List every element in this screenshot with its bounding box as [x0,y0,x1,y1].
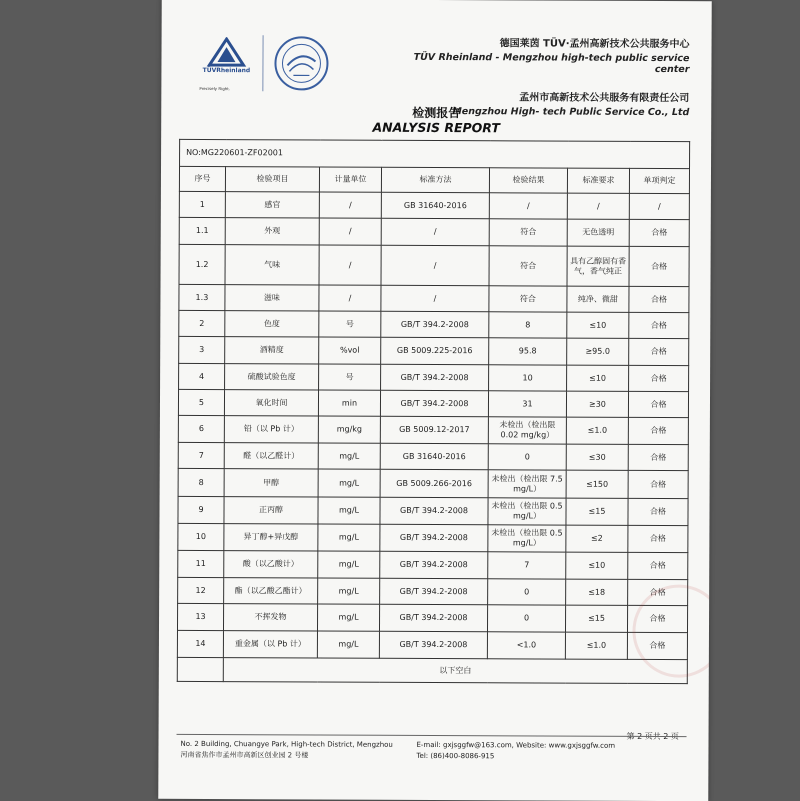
table-row [178,389,688,417]
table-row [179,244,689,286]
cell-unit: / [319,218,381,245]
tuv-slogan: Precisely Right. [199,85,231,92]
cell-item: 甲醇 [224,469,318,497]
cell-result: 符合 [489,246,567,286]
cell-empty [177,657,223,681]
cell-no: 12 [178,577,224,603]
cell-verdict: 合格 [629,365,689,391]
issuer-line-en-1: TÜV Rheinland - Mengzhou high-tech public service center [413,51,690,76]
table-row [178,442,688,470]
cell-no: 1.1 [179,217,225,244]
cell-item: 重金属（以 Pb 计） [223,631,317,658]
cell-item: 醛（以乙醛计） [224,443,318,469]
cell-unit: / [319,192,381,218]
cell-unit: mg/L [318,551,380,578]
table-row [179,336,689,365]
cell-requirement: ≤150 [566,470,628,498]
cell-method: GB 5009.12-2017 [380,416,488,443]
cell-verdict: / [629,193,689,219]
cell-method: GB 31640-2016 [381,192,489,218]
cell-requirement: ≤1.0 [566,417,628,444]
cell-requirement: ≤18 [566,579,628,605]
cell-result: 10 [489,365,567,391]
cell-method: GB/T 394.2-2008 [380,524,488,551]
cell-method: GB 31640-2016 [380,443,488,469]
table-row [177,603,687,632]
cell-verdict: 合格 [628,417,688,444]
column-header: 计量单位 [319,167,381,192]
cell-item: 酸（以乙酸计） [224,551,318,578]
footer-contact [416,740,615,763]
cell-no: 1.2 [179,244,225,284]
cell-item: 滋味 [225,285,319,311]
cell-no: 3 [179,336,225,363]
column-header: 检验项目 [225,167,319,192]
table-row [178,550,688,579]
footer-address [180,739,392,762]
cell-result: 31 [488,391,566,417]
table-row [178,577,688,605]
cell-requirement: ≤10 [567,312,629,338]
cell-requirement: ≤15 [565,605,627,632]
cell-no: 5 [178,389,224,415]
cell-result: 95.8 [489,338,567,365]
table-row [177,657,687,683]
cell-verdict: 合格 [629,219,689,246]
cell-no: 1 [179,191,225,217]
cell-result: 未检出（检出限 0.5 mg/L） [488,498,566,525]
column-header: 检验结果 [489,168,567,193]
cell-result: 符合 [489,286,567,312]
contact-email: E-mail: gxjsggfw@163.com, Website: www.gxjsggfw.com [416,740,616,750]
table-body [177,191,689,683]
cell-no: 6 [178,415,224,442]
end-note: 以下空白 [223,658,687,684]
table-row [178,468,688,498]
cell-no: 9 [178,496,224,523]
cell-unit: mg/L [318,443,380,469]
tuv-triangle-icon [195,37,257,67]
cell-unit: mg/kg [318,416,380,443]
cell-method: GB/T 394.2-2008 [380,578,488,604]
cell-method: GB/T 394.2-2008 [379,604,487,631]
cell-requirement: ≤2 [566,525,628,552]
cell-item: 不挥发物 [223,604,317,631]
cell-requirement: ≤1.0 [565,632,627,659]
cell-unit: mg/L [317,631,379,658]
address-cn: 河南省焦作市孟州市高新区创业园 2 号楼 [180,750,309,760]
column-header: 单项判定 [629,168,689,193]
cell-no: 2 [179,310,225,336]
cell-requirement: ≤10 [566,552,628,579]
cell-result: / [489,193,567,219]
logo-divider [262,35,263,91]
cell-result: 未检出（检出限 7.5 mg/L） [488,470,566,498]
table-row [178,523,688,552]
cell-verdict: 合格 [627,632,687,659]
cell-unit: 号 [319,364,381,390]
cell-method: GB/T 394.2-2008 [381,311,489,337]
footer-divider [177,734,687,737]
cell-unit: / [319,285,381,311]
cell-verdict: 合格 [627,605,687,632]
cell-requirement: ≤15 [566,498,628,525]
cell-unit: mg/L [318,524,380,551]
cell-no: 1.3 [179,284,225,310]
table-row [179,191,689,219]
table-row [179,284,689,312]
cell-requirement: / [567,193,629,219]
cell-no: 4 [179,363,225,389]
cell-verdict: 合格 [628,552,688,579]
cell-result: 7 [488,552,566,579]
service-center-seal-icon [273,35,329,91]
cell-method: GB/T 394.2-2008 [380,390,488,416]
table-row [178,415,688,444]
table-row [177,630,687,659]
tuv-logo [195,37,257,97]
cell-unit: mg/L [317,604,379,631]
table-row [179,310,689,338]
report-title-cn: 检测报告 [412,105,461,121]
cell-verdict: 合格 [629,286,689,312]
cell-result: 符合 [489,219,567,246]
cell-result: 8 [489,312,567,338]
issuer-line-cn-2: 孟州市高新技术公共服务有限责任公司 [519,92,690,105]
cell-unit: %vol [319,337,381,364]
cell-unit: min [318,390,380,416]
report-title-en: ANALYSIS REPORT [372,119,500,136]
issuer-line-en-2: Mengzhou High- tech Public Service Co., Ltd [452,106,690,119]
cell-no: 7 [178,442,224,468]
cell-requirement: 纯净、微甜 [567,286,629,312]
cell-unit: mg/L [318,497,380,524]
table-header-row [179,166,689,193]
cell-no: 8 [178,468,224,496]
table-row [179,217,689,246]
cell-method: GB 5009.225-2016 [381,337,489,364]
cell-result: 0 [487,605,565,632]
contact-tel: Tel: (86)400-8086-915 [416,751,495,761]
cell-verdict: 合格 [628,579,688,605]
column-header: 标准方法 [381,167,489,192]
cell-item: 正丙醇 [224,497,318,524]
cell-item: 酒精度 [225,337,319,364]
cell-item: 铅（以 Pb 计） [224,416,318,443]
cell-result: <1.0 [487,632,565,659]
cell-verdict: 合格 [628,470,688,498]
cell-verdict: 合格 [629,246,689,286]
cell-method: / [381,218,489,245]
watermark-stamp-icon [629,581,712,681]
cell-method: / [381,285,489,311]
cell-no: 13 [177,603,223,630]
cell-verdict: 合格 [628,391,688,417]
cell-no: 10 [178,523,224,550]
cell-method: GB 5009.266-2016 [380,469,488,497]
cell-verdict: 合格 [629,312,689,338]
cell-item: 气味 [225,245,319,285]
cell-item: 酯（以乙酸乙酯计） [224,578,318,604]
cell-result: 0 [488,579,566,605]
tuv-brand-text: TÜVRheinland [202,66,251,75]
cell-verdict: 合格 [628,444,688,470]
cell-verdict: 合格 [629,338,689,365]
cell-requirement: 具有乙醇固有香气，香气纯正 [567,246,629,286]
cell-verdict: 合格 [628,525,688,552]
address-en: No. 2 Building, Chuangye Park, High-tech District, Mengzhou [180,739,393,749]
cell-unit: 号 [319,311,381,337]
cell-method: GB/T 394.2-2008 [380,551,488,578]
cell-item: 异丁醇+异戊醇 [224,524,318,551]
cell-item: 硫酸试验色度 [225,364,319,390]
cell-requirement: 无色透明 [567,219,629,246]
column-header: 标准要求 [567,168,629,193]
cell-requirement: ≥95.0 [567,338,629,365]
cell-item: 氧化时间 [224,390,318,416]
cell-method: GB/T 394.2-2008 [379,631,487,658]
cell-result: 未检出（检出限 0.02 mg/kg） [488,417,566,444]
cell-no: 14 [177,630,223,657]
cell-unit: mg/L [318,469,380,497]
cell-item: 外观 [225,218,319,245]
cell-item: 色度 [225,311,319,337]
table-row [179,363,689,391]
cell-method: / [381,245,489,285]
cell-requirement: ≤30 [566,444,628,470]
cell-no: 11 [178,550,224,577]
analysis-table [177,139,690,684]
cell-requirement: ≥30 [566,391,628,417]
column-header: 序号 [179,166,225,191]
report-page [158,0,711,801]
cell-result: 未检出（检出限 0.5 mg/L） [488,525,566,552]
cell-item: 感官 [225,192,319,218]
cell-method: GB/T 394.2-2008 [381,364,489,390]
cell-unit: mg/L [318,578,380,604]
table-row [178,496,688,525]
cell-verdict: 合格 [628,498,688,525]
issuer-line-cn-1: 德国莱茵 TÜV·孟州高新技术公共服务中心 [499,38,690,51]
report-number: NO:MG220601-ZF02001 [180,139,690,168]
cell-requirement: ≤10 [567,365,629,391]
cell-result: 0 [488,444,566,470]
cell-unit: / [319,245,381,285]
cell-method: GB/T 394.2-2008 [380,497,488,524]
